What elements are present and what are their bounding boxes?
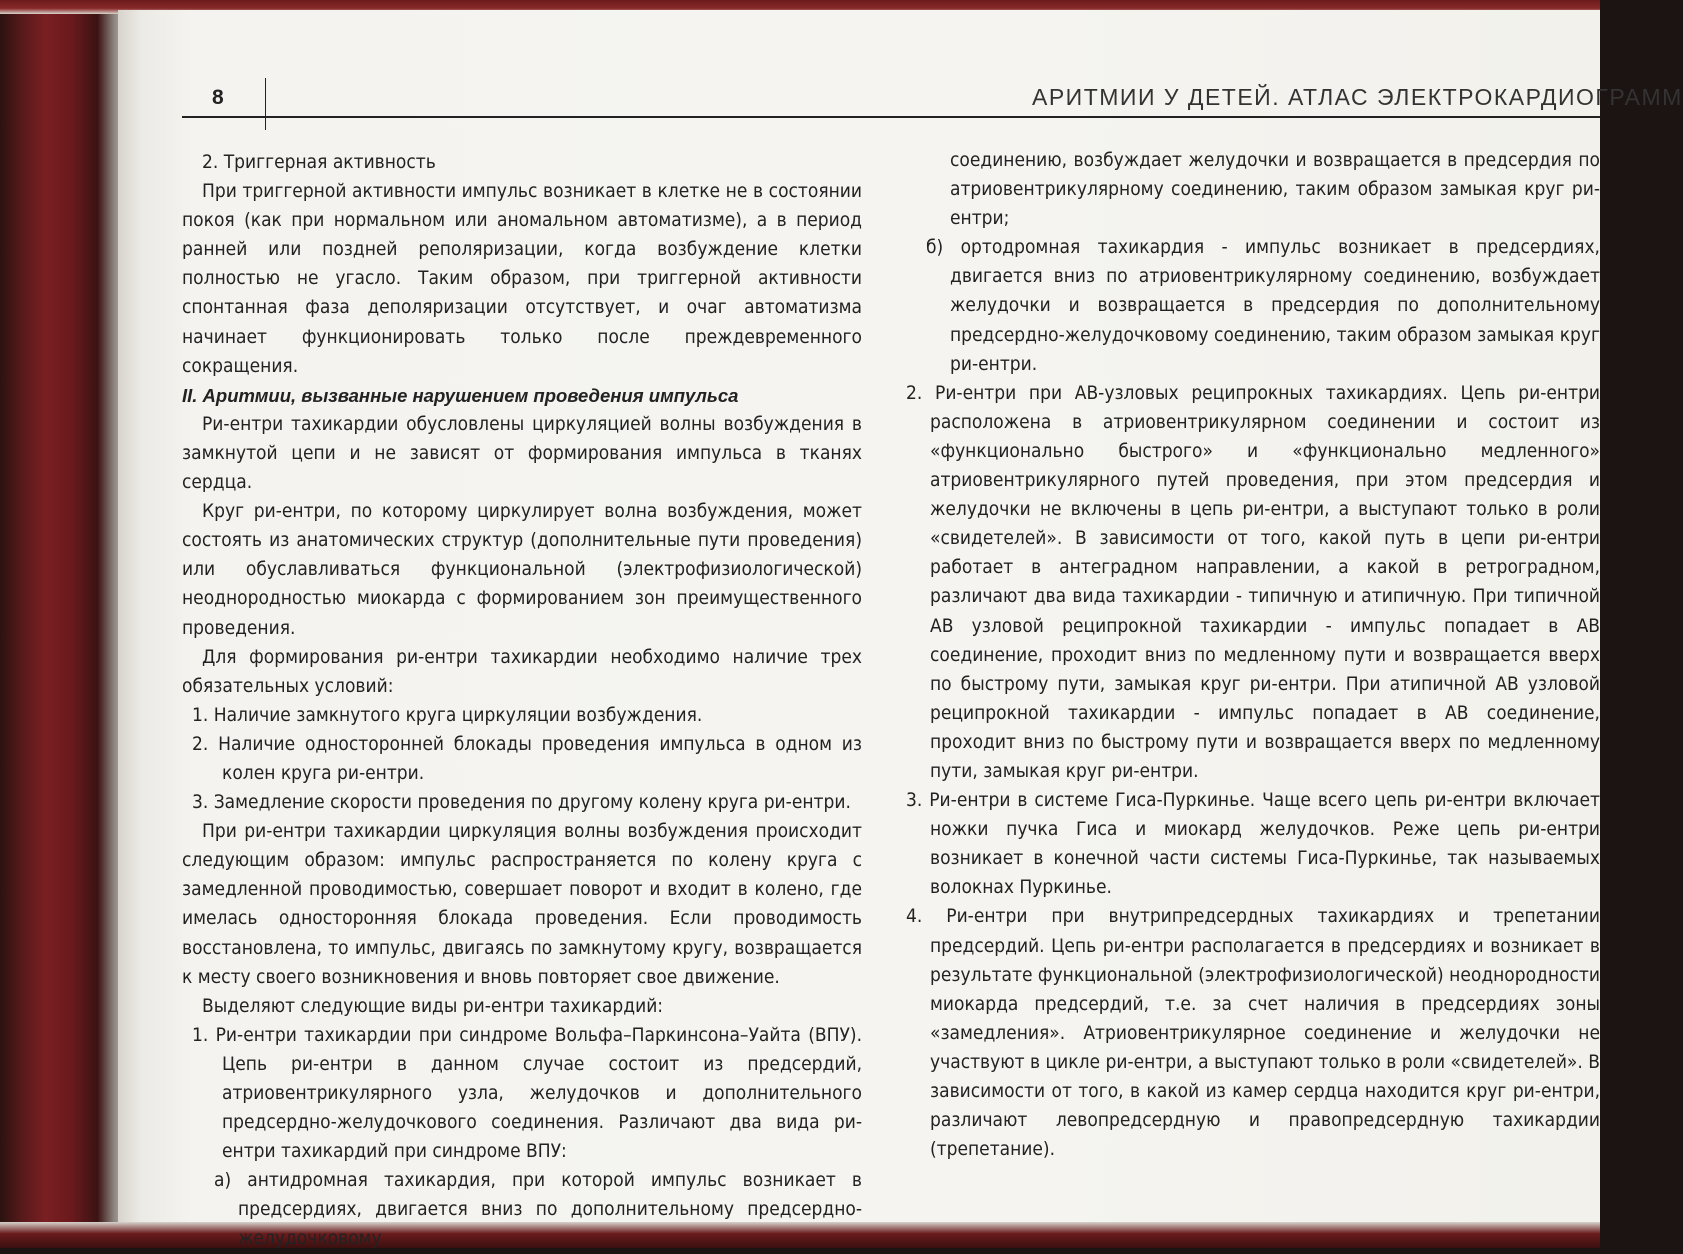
paragraph: При триггерной активности импульс возникает в клетке не в состоянии покоя (как при нормальном или аномальном автоматизме), а в период ранней или поздней реполяризации, когда возбуждение клетки полностью не угасло. Таким образом, при триггерной активности спонтанная фаза деполяризации отсутствует, и очаг автоматизма начинает функционировать только после преждевременного сокращения. xyxy=(182,180,862,377)
list-item: 2. Наличие односторонней блокады проведения импульса в одном из колен круга ри-ентри. xyxy=(192,732,862,784)
header-rule xyxy=(182,116,1600,118)
right-column xyxy=(906,146,1600,1164)
subsection-title: 2. Триггерная активность xyxy=(202,151,436,173)
list-item: 2. Ри-ентри при АВ-узловых реципрокных тахикардиях. Цепь ри-ентри расположена в атриовентрикулярном соединении и состоит из «функционально быстрого» и «функционально медленного» атриовентрикулярного путей проведения, при этом предсердия и желудочки не включены в цепь ри-ентри, а выступают только в роли «свидетелей». В зависимости от того, какой путь в цепи ри-ентри работает в антеградном направлении, а какой в ретроградном, различают два вида тахикардии - типичную и атипичную. При типичной АВ узловой реципрокной тахикардии - импульс попадает в АВ соединение, проходит вниз по медленному пути и возвращается вверх по быстрому пути, замыкая круг ри-ентри. При атипичной АВ узловой реципрокной тахикардии - импульс попадает в АВ соединение, проходит вниз по быстрому пути и возвращается вверх по медленному пути, замыкая круг ри-ентри. xyxy=(906,381,1600,782)
paragraph: При ри-ентри тахикардии циркуляция волны возбуждения происходит следующим образом: импульс распространяется по колену круга с замедленной проводимостью, совершает поворот и входит в колено, где имелась односторонняя блокада проведения. Если проводимость восстановлена, то импульс, двигаясь по замкнутому кругу, возвращается к месту своего возникновения и вновь повторяет свое движение. xyxy=(182,820,862,988)
list-subitem: б) ортодромная тахикардия - импульс возникает в предсердиях, двигается вниз по атриовентрикулярному соединению, возбуждает желудочки и возвращается в предсердия по дополнительному предсердно-желудочковому соединению, таким образом замыкая круг ри-ентри. xyxy=(926,236,1600,375)
running-title: АРИТМИИ У ДЕТЕЙ. АТЛАС ЭЛЕКТРОКАРДИОГРАММ xyxy=(1032,84,1683,110)
paragraph: Круг ри-ентри, по которому циркулирует волна возбуждения, может состоять из анатомических структур (дополнительные пути проведения) или обуславливаться функциональной (электрофизиологической) неоднородностью миокарда с формированием зон преимущественного проведения. xyxy=(182,500,862,639)
list-item: 1. Наличие замкнутого круга циркуляции возбуждения. xyxy=(192,703,703,726)
book-spine xyxy=(0,0,130,1248)
list-item: 4. Ри-ентри при внутрипредсердных тахикардиях и трепетании предсердий. Цепь ри-ентри располагается в предсердиях и возникает в результате функциональной (электрофизиологической) неоднородности миокарда предсердий, т.е. за счет наличия в предсердиях зоны «замедления». Атриовентрикулярное соединение и желудочки не участвуют в цикле ри-ентри, а выступают только в роли «свидетелей». В зависимости от того, в какой из камер сердца находится круг ри-ентри, различают левопредсердную и правопредсердную тахикардии (трепетание). xyxy=(906,905,1600,1161)
paragraph: Для формирования ри-ентри тахикардии необходимо наличие трех обязательных условий: xyxy=(182,645,862,697)
header-divider xyxy=(265,78,266,130)
section-heading: II. Аритмии, вызванные нарушением проведения импульса xyxy=(182,384,739,406)
paragraph: Выделяют следующие виды ри-ентри тахикардий: xyxy=(202,994,664,1017)
list-item: 3. Ри-ентри в системе Гиса-Пуркинье. Чаще всего цепь ри-ентри включает ножки пучка Гиса и миокард желудочков. Реже цепь ри-ентри возникает в конечной части системы Гиса-Пуркинье, так называемых волокнах Пуркинье. xyxy=(906,789,1600,899)
left-column xyxy=(182,148,862,1254)
paragraph: Ри-ентри тахикардии обусловлены циркуляцией волны возбуждения в замкнутой цепи и не зависят от формирования импульса в тканях сердца. xyxy=(182,412,862,494)
list-subitem: а) антидромная тахикардия, при которой импульс возникает в предсердиях, двигается вниз по дополнительному предсердно-желудочковому xyxy=(214,1169,862,1250)
page-number: 8 xyxy=(212,86,224,109)
list-item: 1. Ри-ентри тахикардии при синдроме Вольфа–Паркинсона–Уайта (ВПУ). Цепь ри-ентри в данном случае состоит из предсердий, атриовентрикулярного узла, желудочков и дополнительного предсердно-желудочкового соединения. Различают два вида ри-ентри тахикардий при синдроме ВПУ: xyxy=(192,1023,862,1163)
list-subitem-continuation: соединению, возбуждает желудочки и возвращается в предсердия по атриовентрикулярному соединению, таким образом замыкая круг ри-ентри; xyxy=(950,149,1600,230)
list-item: 3. Замедление скорости проведения по другому колену круга ри-ентри. xyxy=(192,791,851,814)
